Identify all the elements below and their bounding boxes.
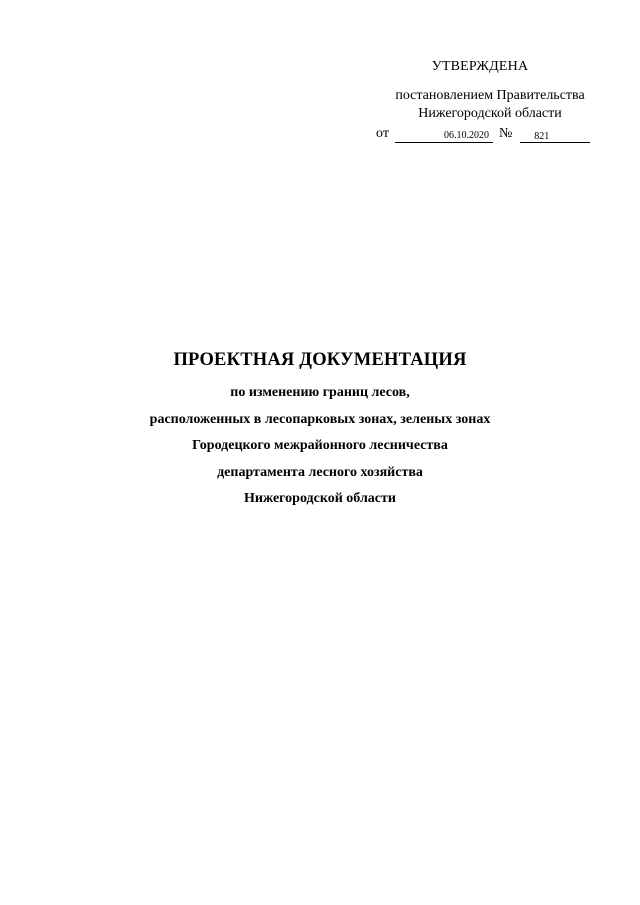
approval-heading: УТВЕРЖДЕНА [431,59,529,74]
document-title: ПРОЕКТНАЯ ДОКУМЕНТАЦИЯ [173,350,467,370]
approval-line-region: Нижегородской области [418,106,562,121]
approval-date-row [376,123,600,143]
title-subline: департамента лесного хозяйства [217,464,423,480]
date-prefix: от [376,126,389,141]
document-title-block [0,348,640,513]
title-subline: Городецкого межрайонного лесничества [192,438,448,453]
approval-block [360,58,600,143]
title-subline: расположенных в лесопарковых зонах, зеленых зонах [149,411,491,427]
approval-number: 821 [520,131,590,143]
title-subline: Нижегородской области [244,491,396,506]
title-subline: по изменению границ лесов, [230,385,410,400]
approval-date: 06.10.2020 [395,130,493,143]
number-sign: № [498,126,513,141]
approval-line-authority: постановлением Правительства [395,88,585,103]
